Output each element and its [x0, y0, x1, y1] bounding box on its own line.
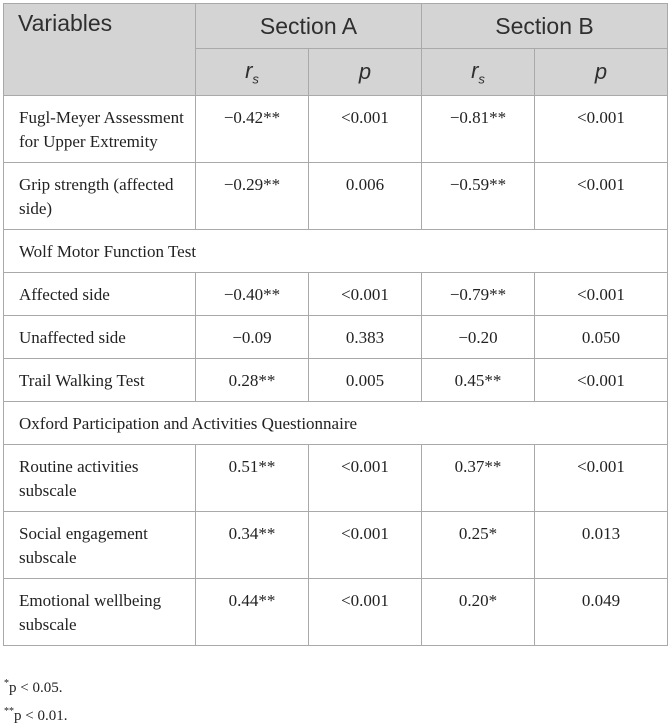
section-a-p: <0.001 — [309, 512, 422, 579]
section-b-p: <0.001 — [535, 445, 668, 512]
row-label: Affected side — [4, 273, 196, 316]
table-header — [4, 4, 668, 96]
table-row — [4, 316, 668, 359]
section-b-rs: 0.20* — [422, 579, 535, 646]
group-row — [4, 402, 668, 445]
header-variables: Variables — [4, 4, 196, 96]
row-label: Unaffected side — [4, 316, 196, 359]
section-a-p: <0.001 — [309, 445, 422, 512]
section-a-p: <0.001 — [309, 96, 422, 163]
table-footnotes — [4, 672, 67, 728]
header-a-p: p — [309, 49, 422, 96]
header-section-a: Section A — [196, 4, 422, 49]
section-b-rs: −0.79** — [422, 273, 535, 316]
table-row — [4, 96, 668, 163]
section-a-p: <0.001 — [309, 579, 422, 646]
correlation-table — [3, 3, 668, 646]
section-b-p: 0.049 — [535, 579, 668, 646]
section-b-p: <0.001 — [535, 359, 668, 402]
section-b-p: 0.013 — [535, 512, 668, 579]
section-b-rs: 0.37** — [422, 445, 535, 512]
header-b-rs: $r_s$ — [422, 49, 535, 96]
header-section-b: Section B — [422, 4, 668, 49]
table-row — [4, 512, 668, 579]
section-b-rs: −0.59** — [422, 163, 535, 230]
section-b-p: <0.001 — [535, 273, 668, 316]
footnote-significance-005: *p < 0.05. — [4, 678, 63, 696]
table-row — [4, 579, 668, 646]
section-b-rs: 0.25* — [422, 512, 535, 579]
section-a-p: <0.001 — [309, 273, 422, 316]
section-b-rs: 0.45** — [422, 359, 535, 402]
row-label: Grip strength (affected side) — [4, 163, 196, 230]
group-row — [4, 230, 668, 273]
section-a-rs: 0.51** — [196, 445, 309, 512]
group-label-wolf-motor: Wolf Motor Function Test — [4, 230, 668, 273]
section-a-rs: −0.09 — [196, 316, 309, 359]
footnote-significance-001: **p < 0.01. — [4, 706, 68, 724]
section-b-rs: −0.81** — [422, 96, 535, 163]
section-a-p: 0.006 — [309, 163, 422, 230]
section-b-p: 0.050 — [535, 316, 668, 359]
group-label-oxford-questionnaire: Oxford Participation and Activities Questionnaire — [4, 402, 668, 445]
section-b-p: <0.001 — [535, 163, 668, 230]
table-row — [4, 273, 668, 316]
table-row — [4, 359, 668, 402]
row-label: Fugl-Meyer Assessment for Upper Extremity — [4, 96, 196, 163]
header-a-rs: $r_s$ — [196, 49, 309, 96]
section-a-p: 0.005 — [309, 359, 422, 402]
section-a-rs: 0.44** — [196, 579, 309, 646]
row-label: Routine activities subscale — [4, 445, 196, 512]
row-label: Trail Walking Test — [4, 359, 196, 402]
row-label: Emotional wellbeing subscale — [4, 579, 196, 646]
section-a-rs: −0.40** — [196, 273, 309, 316]
row-label: Social engagement subscale — [4, 512, 196, 579]
section-a-rs: −0.29** — [196, 163, 309, 230]
table-body — [4, 96, 668, 646]
header-b-p: p — [535, 49, 668, 96]
section-b-rs: −0.20 — [422, 316, 535, 359]
section-b-p: <0.001 — [535, 96, 668, 163]
table-row — [4, 163, 668, 230]
section-a-rs: 0.34** — [196, 512, 309, 579]
section-a-rs: −0.42** — [196, 96, 309, 163]
table-row — [4, 445, 668, 512]
section-a-p: 0.383 — [309, 316, 422, 359]
section-a-rs: 0.28** — [196, 359, 309, 402]
